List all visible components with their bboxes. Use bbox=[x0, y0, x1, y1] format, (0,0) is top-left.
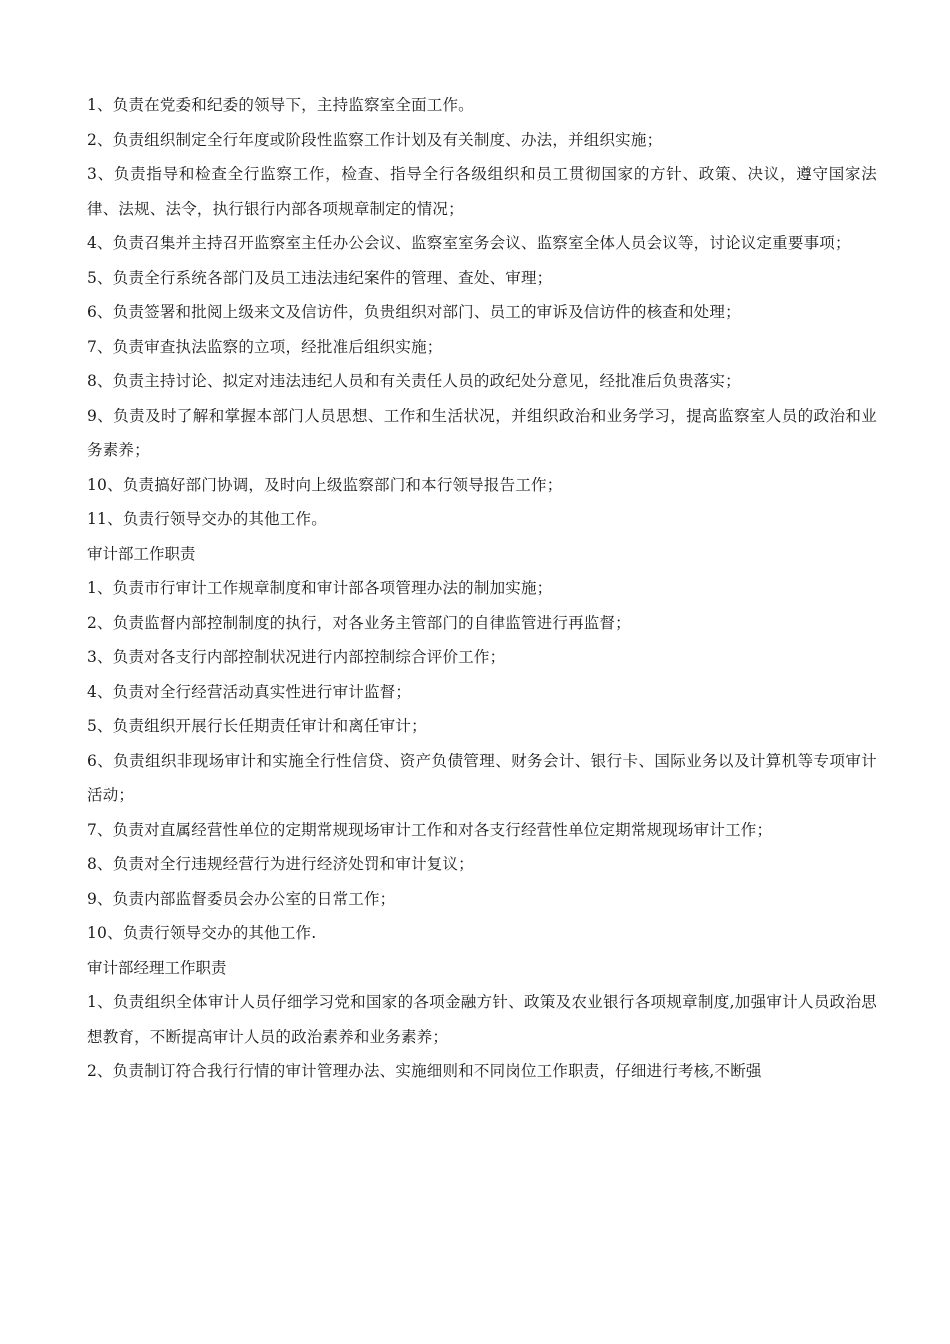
list-item: 6、负责签署和批阅上级来文及信访件，负贵组织对部门、员工的审诉及信访件的核查和处理； bbox=[87, 303, 741, 321]
list-item: 4、负责召集并主持召开监察室主任办公会议、监察室室务会议、监察室全体人员会议等，讨论议定重要事项； bbox=[87, 234, 851, 252]
list-item: 8、负责主持讨论、拟定对违法违纪人员和有关责任人员的政纪处分意见，经批准后负贵落实； bbox=[87, 372, 741, 390]
list-item: 3、负责指导和检查全行监察工作，检查、指导全行各级组织和员工贯彻国家的方针、政策、决议，遵守国家法律、法规、法令，执行银行内部各项规章制定的情况； bbox=[87, 165, 877, 218]
list-item: 5、负责全行系统各部门及员工违法违纪案件的管理、查处、审理； bbox=[87, 268, 553, 287]
list-item: 1、负责组织全体审计人员仔细学习党和国家的各项金融方针、政策及农业银行各项规章制度,加强审计人员政治思想教育，不断提高审计人员的政治素养和业务素养； bbox=[87, 993, 877, 1046]
section-heading: 审计部工作职责 bbox=[87, 544, 196, 563]
list-item: 3、负责对各支行内部控制状况进行内部控制综合评价工作； bbox=[87, 648, 506, 666]
list-item: 1、负责在党委和纪委的领导下，主持监察室全面工作。 bbox=[87, 96, 474, 114]
list-item: 11、负责行领导交办的其他工作。 bbox=[87, 510, 327, 528]
list-item: 1、负责市行审计工作规章制度和审计部各项管理办法的制加实施； bbox=[87, 579, 553, 597]
list-item: 8、负责对全行违规经营行为进行经济处罚和审计复议； bbox=[87, 855, 474, 873]
document-page bbox=[87, 88, 877, 1089]
list-item: 2、负责监督内部控制制度的执行，对各业务主管部门的自律监管进行再监督； bbox=[87, 613, 631, 632]
section-inspection-duties bbox=[87, 88, 877, 537]
section-audit-manager-duties bbox=[87, 951, 877, 1089]
section-heading: 审计部经理工作职责 bbox=[87, 958, 227, 977]
list-item: 9、负责及时了解和掌握本部门人员思想、工作和生活状况，并组织政治和业务学习，提高监察室人员的政治和业务素养； bbox=[87, 406, 877, 459]
list-item: 2、负责制订符合我行行情的审计管理办法、实施细则和不同岗位工作职责，仔细进行考核,不断强 bbox=[87, 1062, 762, 1080]
list-item: 10、负责行领导交办的其他工作. bbox=[87, 924, 317, 942]
list-item: 2、负责组织制定全行年度或阶段性监察工作计划及有关制度、办法，并组织实施； bbox=[87, 130, 663, 149]
list-item: 7、负责审查执法监察的立项，经批准后组织实施； bbox=[87, 337, 443, 356]
list-item: 7、负责对直属经营性单位的定期常规现场审计工作和对各支行经营性单位定期常规现场审计工作； bbox=[87, 820, 773, 839]
section-audit-dept-duties bbox=[87, 537, 877, 951]
list-item: 10、负责搞好部门协调，及时向上级监察部门和本行领导报告工作； bbox=[87, 475, 563, 494]
list-item: 6、负责组织非现场审计和实施全行性信贷、资产负债管理、财务会计、银行卡、国际业务以及计算机等专项审计活动； bbox=[87, 751, 877, 804]
list-item: 4、负责对全行经营活动真实性进行审计监督； bbox=[87, 682, 412, 701]
list-item: 5、负责组织开展行长任期责任审计和离任审计； bbox=[87, 717, 427, 735]
list-item: 9、负责内部监督委员会办公室的日常工作； bbox=[87, 889, 396, 908]
